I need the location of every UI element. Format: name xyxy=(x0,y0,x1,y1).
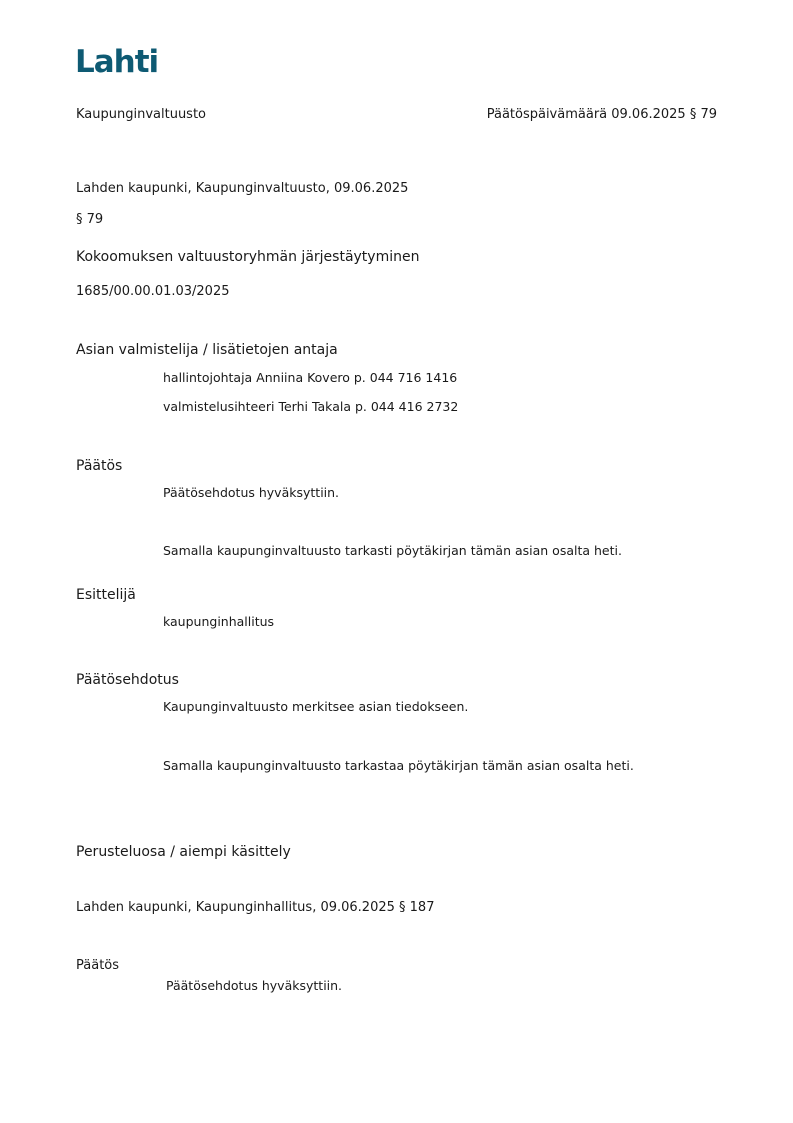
lahti-logo: Lahti xyxy=(75,44,159,80)
presenter-value: kaupunginhallitus xyxy=(163,614,275,629)
proposal-heading: Päätösehdotus xyxy=(76,672,179,688)
preparer-person: valmistelusihteeri Terhi Takala p. 044 416 2732 xyxy=(163,399,459,414)
prior-handling-line: Lahden kaupunki, Kaupunginhallitus, 09.06.2025 § 187 xyxy=(76,900,435,915)
preparer-person: hallintojohtaja Anniina Kovero p. 044 716 1416 xyxy=(163,370,458,385)
prior-decision-text: Päätösehdotus hyväksyttiin. xyxy=(166,978,343,993)
background-heading: Perusteluosa / aiempi käsittely xyxy=(76,844,291,860)
decision-text: Päätösehdotus hyväksyttiin. xyxy=(163,485,340,500)
section-number: § 79 xyxy=(76,212,104,227)
decision-text-2: Samalla kaupunginvaltuusto tarkasti pöytäkirjan tämän asian osalta heti. xyxy=(163,543,622,558)
proposal-text: Kaupunginvaltuusto merkitsee asian tiedokseen. xyxy=(163,699,469,714)
presenter-heading: Esittelijä xyxy=(76,587,136,603)
preparer-heading: Asian valmistelija / lisätietojen antaja xyxy=(76,342,338,358)
meeting-line: Lahden kaupunki, Kaupunginvaltuusto, 09.06.2025 xyxy=(76,181,409,196)
decision-heading: Päätös xyxy=(76,458,123,474)
item-title: Kokoomuksen valtuustoryhmän järjestäytyminen xyxy=(76,249,420,265)
prior-decision-heading: Päätös xyxy=(76,958,120,973)
header-organ: Kaupunginvaltuusto xyxy=(76,107,207,122)
header-date-ref: Päätöspäivämäärä 09.06.2025 § 79 xyxy=(486,107,717,122)
diary-number: 1685/00.00.01.03/2025 xyxy=(76,284,230,299)
proposal-text-2: Samalla kaupunginvaltuusto tarkastaa pöytäkirjan tämän asian osalta heti. xyxy=(163,758,634,773)
